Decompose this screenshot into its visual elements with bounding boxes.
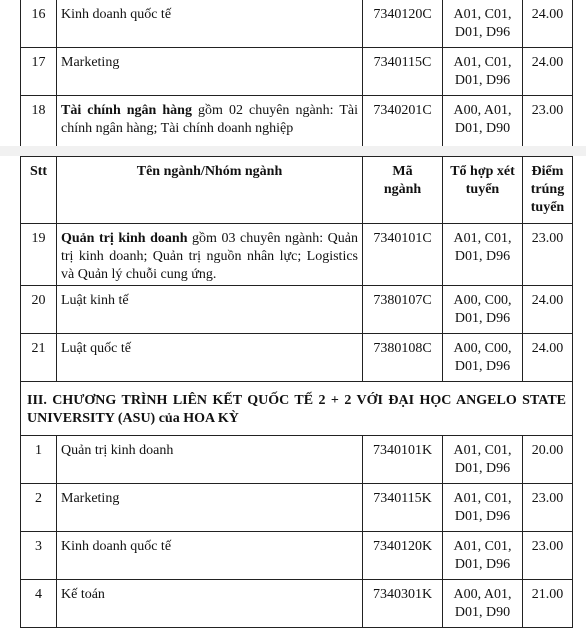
cell-text: 17 [31, 55, 46, 70]
cell-text: 23.00 [531, 539, 564, 554]
cell-text: Marketing [61, 491, 120, 506]
cell-text: 23.00 [531, 231, 564, 246]
admission-table-top [20, 0, 573, 147]
cell-name [57, 224, 363, 286]
cell-score [523, 580, 573, 628]
cell-combo [443, 580, 523, 628]
table-row [21, 580, 573, 628]
cell-name [57, 580, 363, 628]
section-row [21, 382, 573, 436]
cell-stt [21, 580, 57, 628]
cell-text: D01, D96 [454, 509, 511, 524]
cell-text: 7340301K [372, 587, 433, 602]
cell-combo [443, 0, 523, 48]
cell-text: D01, D96 [454, 359, 511, 374]
header-stt: Stt [21, 157, 57, 224]
cell-code [363, 0, 443, 48]
cell-stt [21, 224, 57, 286]
cell-name [57, 484, 363, 532]
table-row [21, 224, 573, 286]
cell-text: 23.00 [531, 491, 564, 506]
cell-name [57, 96, 363, 147]
header-code: Mã ngành [363, 157, 443, 224]
table-row [21, 286, 573, 334]
cell-text: 24.00 [531, 7, 564, 22]
cell-text: A01, C01, [453, 443, 512, 458]
cell-combo [443, 286, 523, 334]
admission-table-main [20, 156, 573, 628]
cell-combo [443, 334, 523, 382]
cell-text: A01, C01, [453, 231, 512, 246]
cell-text: A01, C01, [453, 491, 512, 506]
cell-code [363, 580, 443, 628]
page-break-gap [0, 146, 586, 156]
cell-text: 16 [31, 7, 46, 22]
major-name-bold: Tài chính ngân hàng [61, 103, 192, 118]
cell-text: gồm 03 chuyên ngành: Quản trị kinh doanh; Quản trị nguồn nhân lực; Logistics và Quản lý chuỗi cung ứng. [61, 231, 358, 282]
cell-text: 24.00 [531, 341, 564, 356]
cell-code [363, 286, 443, 334]
cell-text: 23.00 [531, 103, 564, 118]
cell-text: A00, A01, [453, 103, 512, 118]
table-row [21, 96, 573, 147]
cell-text: 7340101C [373, 231, 432, 246]
cell-text: 7340201C [373, 103, 432, 118]
cell-text: 24.00 [531, 293, 564, 308]
cell-name [57, 286, 363, 334]
cell-combo [443, 224, 523, 286]
cell-text: D01, D96 [454, 249, 511, 264]
table-header-row [21, 157, 573, 224]
cell-text: D01, D96 [454, 461, 511, 476]
cell-text: 21.00 [531, 587, 564, 602]
cell-stt [21, 0, 57, 48]
cell-text: 4 [35, 587, 42, 602]
cell-text: 1 [35, 443, 42, 458]
cell-code [363, 334, 443, 382]
cell-text: A00, C00, [453, 293, 512, 308]
cell-score [523, 436, 573, 484]
cell-score [523, 286, 573, 334]
cell-name [57, 0, 363, 48]
cell-combo [443, 48, 523, 96]
cell-text: 20.00 [531, 443, 564, 458]
header-name: Tên ngành/Nhóm ngành [57, 157, 363, 224]
cell-text: 18 [31, 103, 46, 118]
cell-text: Quản trị kinh doanh [61, 443, 174, 458]
cell-text: D01, D90 [454, 605, 511, 620]
cell-text: D01, D96 [454, 311, 511, 326]
table-row [21, 436, 573, 484]
cell-text: A00, C00, [453, 341, 512, 356]
cell-name [57, 532, 363, 580]
cell-stt [21, 96, 57, 147]
cell-combo [443, 436, 523, 484]
cell-text: 7340120C [373, 7, 432, 22]
cell-text: Kinh doanh quốc tế [61, 539, 172, 554]
cell-text: 24.00 [531, 55, 564, 70]
table-row [21, 0, 573, 48]
cell-text: gồm 02 chuyên ngành: Tài chính ngân hàng; Tài chính doanh nghiệp [61, 103, 358, 136]
cell-text: A00, A01, [453, 587, 512, 602]
cell-score [523, 334, 573, 382]
cell-text: 3 [35, 539, 42, 554]
cell-score [523, 0, 573, 48]
cell-text: 7340115C [373, 55, 432, 70]
cell-text: 19 [31, 231, 46, 246]
section-title: III. CHƯƠNG TRÌNH LIÊN KẾT QUỐC TẾ 2 + 2 VỚI ĐẠI HỌC ANGELO STATE UNIVERSITY (ASU) của HOA KỲ [21, 382, 573, 436]
cell-text: 21 [31, 341, 46, 356]
cell-text: A01, C01, [453, 539, 512, 554]
cell-text: 7380107C [373, 293, 432, 308]
cell-code [363, 96, 443, 147]
cell-text: Kế toán [61, 587, 105, 602]
cell-combo [443, 96, 523, 147]
cell-text: 7340115K [373, 491, 432, 506]
cell-stt [21, 484, 57, 532]
cell-text: 7380108C [373, 341, 432, 356]
header-score: Điểm trúng tuyển [523, 157, 573, 224]
cell-stt [21, 436, 57, 484]
cell-text: 7340101K [372, 443, 433, 458]
cell-name [57, 334, 363, 382]
major-name-bold: Quản trị kinh doanh [61, 231, 188, 246]
cell-text: Marketing [61, 55, 120, 70]
cell-name [57, 436, 363, 484]
table-row [21, 532, 573, 580]
cell-text: A01, C01, [453, 7, 512, 22]
cell-text: Luật quốc tế [61, 341, 131, 356]
cell-combo [443, 532, 523, 580]
cell-score [523, 96, 573, 147]
cell-text: 2 [35, 491, 42, 506]
cell-score [523, 224, 573, 286]
cell-stt [21, 286, 57, 334]
cell-text: D01, D96 [454, 25, 511, 40]
cell-code [363, 532, 443, 580]
cell-name [57, 48, 363, 96]
cell-code [363, 224, 443, 286]
cell-text: D01, D96 [454, 557, 511, 572]
header-combo: Tổ hợp xét tuyển [443, 157, 523, 224]
cell-text: 20 [31, 293, 46, 308]
cell-score [523, 532, 573, 580]
cell-text: A01, C01, [453, 55, 512, 70]
table-row [21, 484, 573, 532]
cell-text: Luật kinh tế [61, 293, 129, 308]
cell-text: D01, D96 [454, 73, 511, 88]
cell-code [363, 484, 443, 532]
cell-code [363, 436, 443, 484]
cell-text: Kinh doanh quốc tế [61, 7, 172, 22]
cell-stt [21, 48, 57, 96]
cell-stt [21, 532, 57, 580]
cell-stt [21, 334, 57, 382]
cell-combo [443, 484, 523, 532]
cell-code [363, 48, 443, 96]
cell-score [523, 48, 573, 96]
cell-text: 7340120K [372, 539, 433, 554]
cell-score [523, 484, 573, 532]
table-row [21, 48, 573, 96]
cell-text: D01, D90 [454, 121, 511, 136]
table-row [21, 334, 573, 382]
